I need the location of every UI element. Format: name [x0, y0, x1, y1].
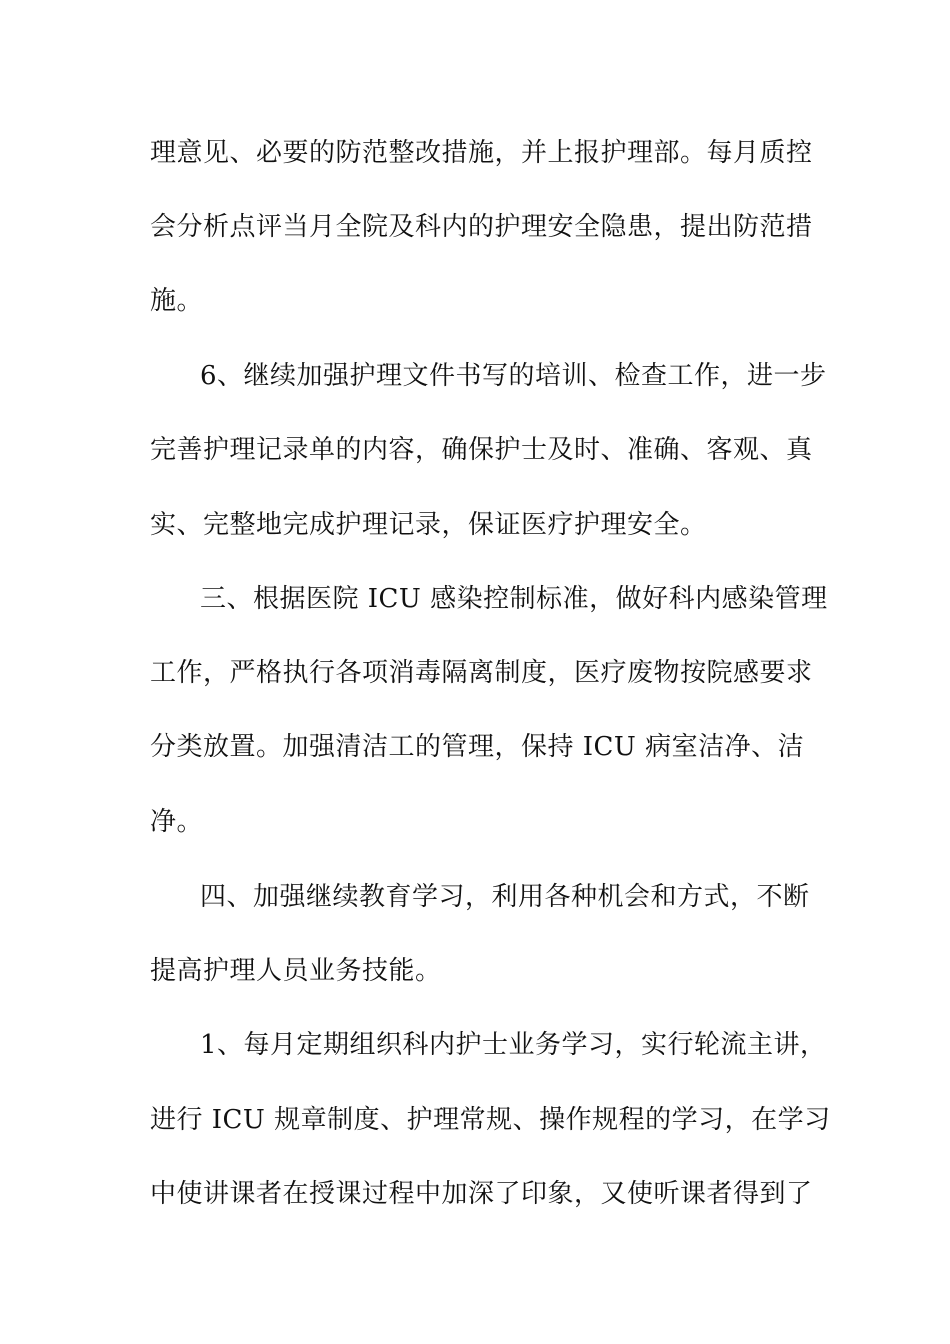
text-line: 会分析点评当月全院及科内的护理安全隐患，提出防范措	[150, 212, 813, 242]
text-line: 6、继续加强护理文件书写的培训、检查工作，进一步	[200, 361, 827, 391]
text-line: 三、根据医院 ICU 感染控制标准，做好科内感染管理	[200, 584, 828, 614]
text-line: 净。	[150, 807, 204, 837]
text-line: 提高护理人员业务技能。	[150, 956, 442, 986]
text-line: 四、加强继续教育学习，利用各种机会和方式，不断	[200, 882, 810, 912]
text-line: 分类放置。加强清洁工的管理，保持 ICU 病室洁净、洁	[150, 732, 805, 762]
text-line: 施。	[150, 286, 204, 316]
text-line: 理意见、必要的防范整改措施，并上报护理部。每月质控	[150, 138, 813, 168]
text-line: 1、每月定期组织科内护士业务学习，实行轮流主讲，	[200, 1030, 827, 1060]
text-line: 实、完整地完成护理记录，保证医疗护理安全。	[150, 510, 707, 540]
text-line: 工作，严格执行各项消毒隔离制度，医疗废物按院感要求	[150, 658, 813, 688]
text-line: 完善护理记录单的内容，确保护士及时、准确、客观、真	[150, 435, 813, 465]
text-line: 进行 ICU 规章制度、护理常规、操作规程的学习，在学习	[150, 1105, 831, 1135]
text-line: 中使讲课者在授课过程中加深了印象，又使听课者得到了	[150, 1179, 813, 1209]
